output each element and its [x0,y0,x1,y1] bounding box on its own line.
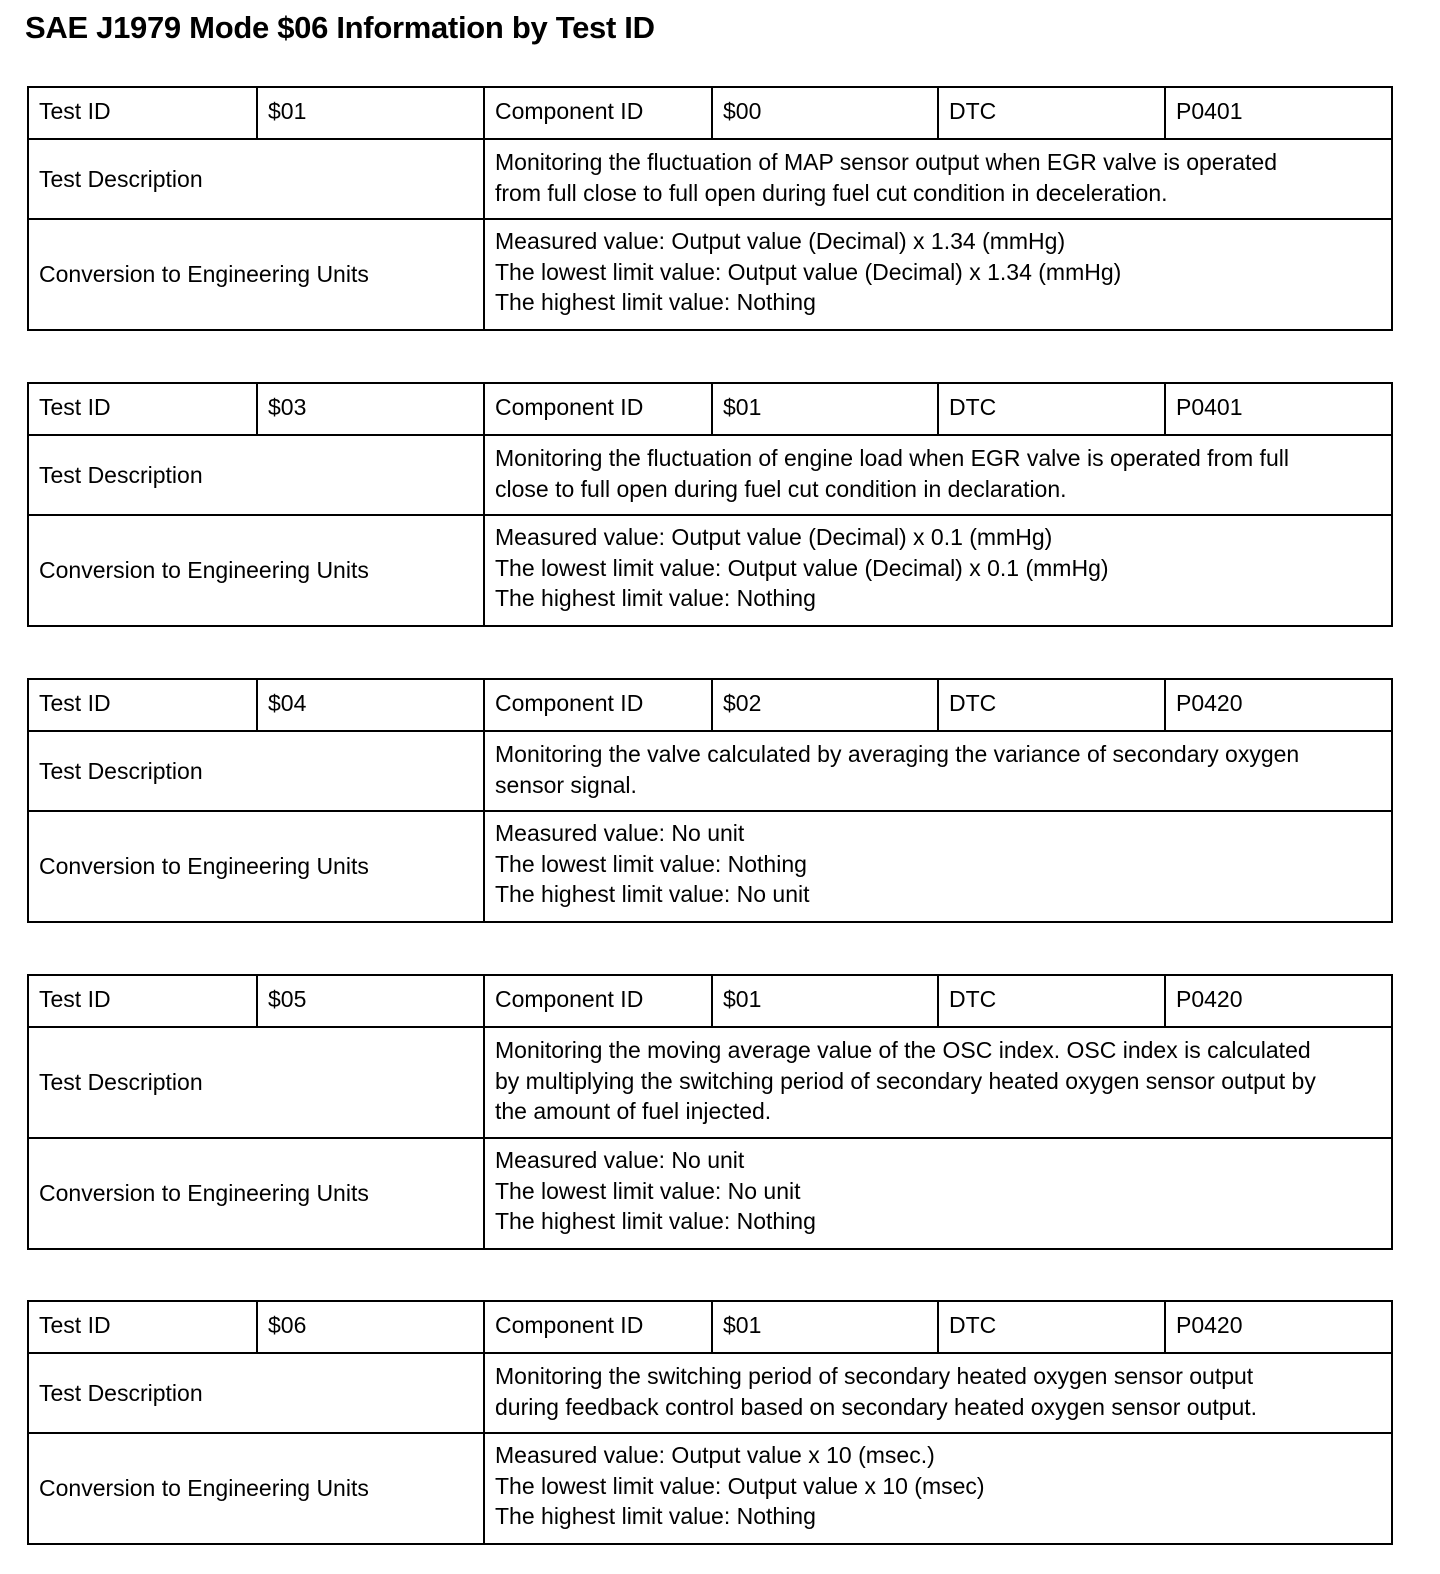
test-description-label: Test Description [28,139,484,219]
test-table [27,86,1393,331]
page-title: SAE J1979 Mode $06 Information by Test ID [25,10,655,45]
lowest-limit-line: The lowest limit value: Output value x 10 (msec) [495,1472,985,1499]
conversion-value [484,219,1392,330]
component-id-value: $00 [712,87,938,139]
conversion-value [484,811,1392,922]
highest-limit-line: The highest limit value: Nothing [495,289,816,316]
test-id-value: $04 [257,679,484,731]
component-id-label: Component ID [484,87,712,139]
test-table [27,974,1393,1250]
test-description-value [484,435,1392,515]
conversion-row [28,1138,1392,1249]
test-description-row [28,435,1392,515]
highest-limit-line: The highest limit value: Nothing [495,585,816,612]
conversion-row [28,811,1392,922]
measured-value-line: Measured value: Output value (Decimal) x 1.34 (mmHg) [495,228,1066,255]
conversion-label: Conversion to Engineering Units [28,219,484,330]
dtc-label: DTC [938,679,1165,731]
description-line: close to full open during fuel cut condition in declaration. [495,475,1067,502]
component-id-value: $01 [712,975,938,1027]
component-id-label: Component ID [484,1301,712,1353]
highest-limit-line: The highest limit value: Nothing [495,1503,816,1530]
measured-value-line: Measured value: Output value (Decimal) x 0.1 (mmHg) [495,524,1053,551]
dtc-value: P0401 [1165,87,1392,139]
test-header-row [28,87,1392,139]
test-id-label: Test ID [28,383,257,435]
test-header-row [28,975,1392,1027]
dtc-label: DTC [938,1301,1165,1353]
dtc-label: DTC [938,975,1165,1027]
component-id-value: $01 [712,1301,938,1353]
conversion-label: Conversion to Engineering Units [28,1138,484,1249]
description-line: by multiplying the switching period of secondary heated oxygen sensor output by [495,1067,1316,1094]
component-id-value: $02 [712,679,938,731]
test-description-row [28,139,1392,219]
lowest-limit-line: The lowest limit value: Output value (Decimal) x 1.34 (mmHg) [495,258,1122,285]
conversion-label: Conversion to Engineering Units [28,811,484,922]
conversion-value [484,1433,1392,1544]
test-table [27,1300,1393,1545]
measured-value-line: Measured value: No unit [495,1147,745,1174]
test-table [27,678,1393,923]
test-description-value [484,1027,1392,1138]
test-description-label: Test Description [28,1353,484,1433]
description-line: Monitoring the moving average value of the OSC index. OSC index is calculated [495,1037,1311,1064]
test-description-label: Test Description [28,1027,484,1138]
test-description-value [484,731,1392,811]
lowest-limit-line: The lowest limit value: No unit [495,1177,801,1204]
description-line: Monitoring the switching period of secondary heated oxygen sensor output [495,1363,1254,1389]
dtc-label: DTC [938,383,1165,435]
description-line: Monitoring the fluctuation of MAP sensor output when EGR valve is operated [495,149,1278,175]
component-id-value: $01 [712,383,938,435]
test-id-value: $01 [257,87,484,139]
test-description-row [28,731,1392,811]
highest-limit-line: The highest limit value: No unit [495,881,810,908]
test-description-label: Test Description [28,435,484,515]
test-description-value [484,139,1392,219]
component-id-label: Component ID [484,975,712,1027]
test-header-row [28,1301,1392,1353]
dtc-value: P0420 [1165,975,1392,1027]
description-line: from full close to full open during fuel cut condition in deceleration. [495,179,1168,206]
conversion-row [28,1433,1392,1544]
test-id-label: Test ID [28,975,257,1027]
conversion-value [484,515,1392,626]
test-id-value: $06 [257,1301,484,1353]
measured-value-line: Measured value: No unit [495,820,745,847]
description-line: Monitoring the fluctuation of engine load when EGR valve is operated from full [495,445,1289,471]
test-header-row [28,679,1392,731]
dtc-value: P0420 [1165,1301,1392,1353]
conversion-value [484,1138,1392,1249]
lowest-limit-line: The lowest limit value: Nothing [495,850,807,877]
test-description-value [484,1353,1392,1433]
description-line: the amount of fuel injected. [495,1098,772,1125]
description-line: sensor signal. [495,771,637,798]
conversion-label: Conversion to Engineering Units [28,515,484,626]
test-description-row [28,1027,1392,1138]
conversion-label: Conversion to Engineering Units [28,1433,484,1544]
test-description-row [28,1353,1392,1433]
test-id-label: Test ID [28,679,257,731]
description-line: Monitoring the valve calculated by averaging the variance of secondary oxygen [495,741,1300,767]
description-line: during feedback control based on secondary heated oxygen sensor output. [495,1393,1258,1420]
test-header-row [28,383,1392,435]
conversion-row [28,219,1392,330]
component-id-label: Component ID [484,383,712,435]
test-id-label: Test ID [28,87,257,139]
test-description-label: Test Description [28,731,484,811]
highest-limit-line: The highest limit value: Nothing [495,1208,816,1235]
measured-value-line: Measured value: Output value x 10 (msec.) [495,1442,935,1469]
dtc-value: P0401 [1165,383,1392,435]
dtc-value: P0420 [1165,679,1392,731]
dtc-label: DTC [938,87,1165,139]
lowest-limit-line: The lowest limit value: Output value (Decimal) x 0.1 (mmHg) [495,554,1109,581]
component-id-label: Component ID [484,679,712,731]
test-id-value: $03 [257,383,484,435]
conversion-row [28,515,1392,626]
test-id-label: Test ID [28,1301,257,1353]
test-id-value: $05 [257,975,484,1027]
test-table [27,382,1393,627]
